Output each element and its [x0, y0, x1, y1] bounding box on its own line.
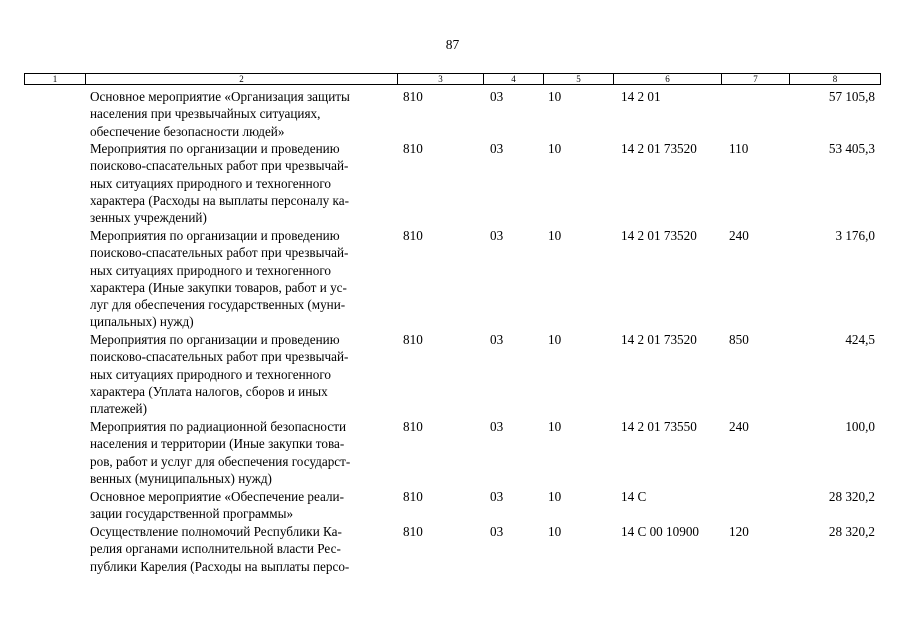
row-code-ministry: 810 [403, 524, 423, 539]
row-code-subsection: 10 [548, 228, 562, 243]
table-row [0, 88, 905, 140]
table-body [0, 88, 905, 575]
row-amount: 100,0 [845, 419, 875, 434]
row-amount: 57 105,8 [828, 89, 875, 104]
row-code-ministry: 810 [403, 228, 423, 243]
row-code-expense-type: 850 [729, 332, 749, 347]
header-cell-1: 1 [52, 74, 58, 84]
row-code-expense-type: 120 [729, 524, 749, 539]
row-description: Мероприятия по организации и проведению поисково-спасательных работ при чрезвычай- ных ситуациях природного и техногенного характера (Иные закупки товаров, работ и ус- луг для обеспечения государственных (муни- ципальных) нужд) [90, 228, 349, 330]
row-code-ministry: 810 [403, 489, 423, 504]
header-cell-5: 5 [543, 74, 613, 84]
row-code-subsection: 10 [548, 332, 562, 347]
row-code-expense-type: 240 [729, 228, 749, 243]
row-code-target: 14 2 01 73550 [621, 419, 697, 434]
row-amount: 28 320,2 [828, 489, 875, 504]
row-code-section: 03 [490, 489, 504, 504]
row-description: Осуществление полномочий Республики Ка- релия органами исполнительной власти Рес- публики Карелия (Расходы на выплаты персо- [90, 524, 350, 574]
row-code-section: 03 [490, 419, 504, 434]
row-code-section: 03 [490, 332, 504, 347]
row-description: Мероприятия по радиационной безопасности населения и территории (Иные закупки това- ров, работ и услуг для обеспечения государст- венных (муниципальных) нужд) [90, 419, 351, 486]
table-header-row [24, 73, 881, 85]
row-code-section: 03 [490, 141, 504, 156]
row-description: Мероприятия по организации и проведению поисково-спасательных работ при чрезвычай- ных ситуациях природного и техногенного характера (Расходы на выплаты персоналу ка- зенных учреждений) [90, 141, 350, 226]
table-row [0, 140, 905, 227]
row-amount: 28 320,2 [828, 524, 875, 539]
header-cell-4: 4 [483, 74, 543, 84]
header-cell-7: 7 [721, 74, 789, 84]
header-cell-3: 3 [397, 74, 483, 84]
row-code-target: 14 С [621, 489, 647, 504]
row-code-subsection: 10 [548, 141, 562, 156]
row-description: Основное мероприятие «Организация защиты населения при чрезвычайных ситуациях, обеспечение безопасности людей» [90, 89, 350, 139]
row-code-target: 14 С 00 10900 [621, 524, 700, 539]
row-code-expense-type: 110 [729, 141, 749, 156]
table-row [0, 488, 905, 523]
row-code-ministry: 810 [403, 419, 423, 434]
row-amount: 3 176,0 [835, 228, 875, 243]
row-code-expense-type: 240 [729, 419, 749, 434]
table-row [0, 227, 905, 331]
row-code-target: 14 2 01 73520 [621, 141, 697, 156]
row-code-section: 03 [490, 89, 504, 104]
row-code-ministry: 810 [403, 141, 423, 156]
row-code-target: 14 2 01 [621, 89, 661, 104]
row-code-section: 03 [490, 228, 504, 243]
row-code-target: 14 2 01 73520 [621, 228, 697, 243]
table-row [0, 523, 905, 575]
page-number: 87 [445, 37, 460, 52]
row-amount: 424,5 [845, 332, 875, 347]
row-code-subsection: 10 [548, 489, 562, 504]
header-cell-8: 8 [789, 74, 880, 84]
row-code-ministry: 810 [403, 89, 423, 104]
row-description: Основное мероприятие «Обеспечение реали- зации государственной программы» [90, 489, 344, 522]
row-description: Мероприятия по организации и проведению поисково-спасательных работ при чрезвычай- ных ситуациях природного и техногенного характера (Уплата налогов, сборов и иных платежей) [90, 332, 349, 417]
table-row [0, 418, 905, 488]
header-cell-2: 2 [85, 74, 397, 84]
row-code-subsection: 10 [548, 89, 562, 104]
row-code-target: 14 2 01 73520 [621, 332, 697, 347]
row-code-ministry: 810 [403, 332, 423, 347]
header-cell-6: 6 [613, 74, 721, 84]
row-code-section: 03 [490, 524, 504, 539]
row-code-subsection: 10 [548, 524, 562, 539]
table-row [0, 331, 905, 418]
row-code-subsection: 10 [548, 419, 562, 434]
row-amount: 53 405,3 [828, 141, 875, 156]
